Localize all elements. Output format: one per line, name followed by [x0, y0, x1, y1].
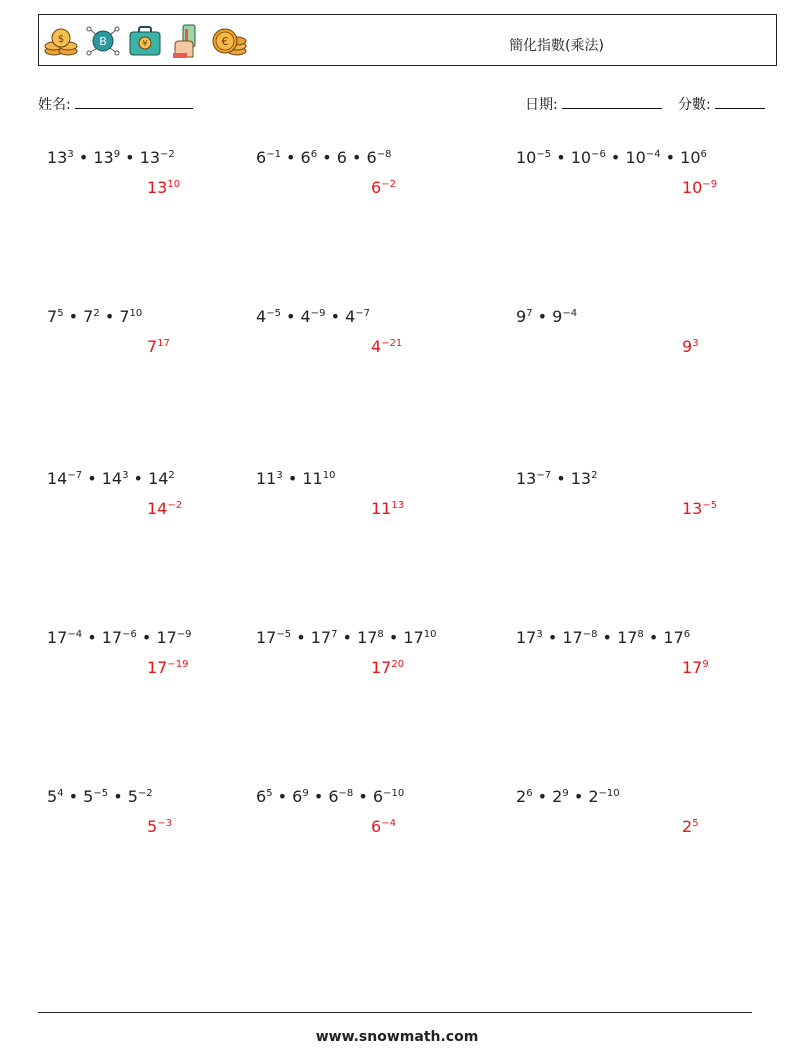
answer-term [371, 817, 396, 836]
power-base: 7 [47, 307, 58, 326]
problem-expression [516, 628, 690, 647]
power-exponent: 10 [423, 629, 437, 640]
card-payment-icon [169, 23, 205, 59]
multiply-dot: • [272, 787, 293, 806]
answer-expression [682, 658, 709, 677]
power-exponent: 6 [526, 788, 533, 799]
svg-text:$: $ [57, 34, 65, 45]
power-exponent: 8 [377, 629, 384, 640]
power-exponent: 3 [692, 338, 699, 349]
power-base: 4 [371, 337, 382, 356]
power-exponent: 10 [129, 308, 143, 319]
multiply-dot: • [568, 787, 589, 806]
power-exponent: −7 [67, 470, 83, 481]
answer-term [682, 178, 717, 197]
svg-text:¥: ¥ [142, 39, 148, 48]
power-exponent: −4 [67, 629, 83, 640]
power-base: 17 [147, 658, 168, 677]
power-base: 6 [292, 787, 303, 806]
power-base: 14 [148, 469, 169, 488]
power-base: 17 [101, 628, 123, 647]
multiply-dot: • [317, 148, 337, 167]
answer-expression [682, 817, 699, 836]
power-base: 10 [516, 148, 537, 167]
power-exponent: −10 [383, 788, 405, 799]
power-exponent: 10 [322, 470, 336, 481]
power-term [140, 148, 175, 167]
power-term [588, 787, 619, 806]
problem-expression [47, 148, 175, 167]
power-term [562, 628, 597, 647]
answer-term [147, 499, 182, 518]
power-term [357, 628, 384, 647]
power-base: 6 [372, 787, 384, 806]
name-label: 姓名: [38, 97, 71, 113]
power-exponent: 10 [167, 179, 181, 190]
power-term [625, 148, 660, 167]
power-base: 2 [552, 787, 563, 806]
power-exponent: −5 [276, 629, 292, 640]
power-exponent: −2 [167, 500, 183, 511]
power-base: 7 [147, 337, 158, 356]
power-base: 17 [403, 628, 424, 647]
power-exponent: −4 [562, 308, 578, 319]
answer-term [371, 499, 404, 518]
answer-expression [147, 499, 182, 518]
power-term [328, 787, 353, 806]
power-term [403, 628, 436, 647]
power-term [256, 469, 283, 488]
power-exponent: 3 [276, 470, 283, 481]
answer-term [371, 337, 402, 356]
multiply-dot: • [383, 628, 404, 647]
score-blank [715, 96, 765, 109]
svg-text:€: € [221, 35, 229, 48]
power-exponent: 3 [122, 470, 129, 481]
problem-expression [256, 307, 370, 326]
power-exponent: 2 [168, 470, 175, 481]
power-exponent: 3 [536, 629, 543, 640]
power-term [680, 148, 707, 167]
power-base: 9 [516, 307, 527, 326]
bitcoin-coin-icon [85, 23, 121, 59]
power-exponent: 9 [113, 149, 121, 160]
power-base: 6 [371, 178, 382, 197]
power-exponent: −7 [355, 308, 371, 319]
problem-expression [47, 469, 175, 488]
name-blank [75, 96, 193, 109]
multiply-dot: • [551, 469, 571, 488]
power-exponent: −5 [93, 788, 109, 799]
power-term [119, 307, 142, 326]
power-exponent: −2 [160, 149, 175, 160]
multiply-dot: • [120, 148, 140, 167]
power-base: 14 [147, 499, 168, 518]
power-base: 11 [302, 469, 323, 488]
power-term [102, 469, 129, 488]
date-label: 日期: [525, 97, 558, 113]
multiply-dot: • [136, 628, 157, 647]
power-base: 14 [101, 469, 123, 488]
power-base: 2 [516, 787, 527, 806]
power-base: 17 [682, 658, 703, 677]
power-exponent: 5 [57, 308, 64, 319]
answer-expression [147, 337, 170, 356]
multiply-dot: • [82, 469, 102, 488]
power-base: 17 [156, 628, 177, 647]
power-term [47, 469, 82, 488]
power-base: 10 [680, 148, 701, 167]
power-base: 13 [93, 148, 114, 167]
power-base: 17 [516, 628, 537, 647]
multiply-dot: • [63, 307, 84, 326]
coin-stack-icon [43, 23, 79, 59]
power-exponent: 2 [93, 308, 100, 319]
power-exponent: 6 [700, 149, 707, 160]
answer-expression [147, 817, 172, 836]
footer-url: www.snowmath.com [315, 1029, 479, 1045]
power-base: 11 [256, 469, 277, 488]
power-exponent: −8 [338, 788, 354, 799]
power-term [256, 787, 273, 806]
power-exponent: −5 [702, 500, 718, 511]
power-term [663, 628, 690, 647]
multiply-dot: • [82, 628, 102, 647]
power-term [552, 787, 569, 806]
power-term [516, 787, 533, 806]
answer-expression [371, 499, 404, 518]
worksheet-title: 簡化指數(乘法) [509, 38, 604, 54]
power-base: 4 [300, 307, 311, 326]
power-exponent: −10 [598, 788, 620, 799]
answer-term [682, 499, 717, 518]
problem-expression [256, 469, 335, 488]
answer-expression [147, 178, 180, 197]
power-exponent: 5 [692, 818, 699, 829]
power-base: 17 [357, 628, 378, 647]
power-term [302, 469, 335, 488]
power-term [516, 148, 551, 167]
power-exponent: −4 [381, 818, 396, 829]
money-suitcase-icon [127, 23, 163, 59]
problem-expression [516, 148, 707, 167]
power-exponent: −9 [310, 308, 326, 319]
power-term [301, 148, 318, 167]
power-term [516, 628, 543, 647]
answer-expression [371, 658, 404, 677]
power-exponent: 2 [591, 470, 598, 481]
answer-term [147, 178, 180, 197]
answer-term [147, 658, 188, 677]
power-base: 2 [588, 787, 599, 806]
answer-term [682, 658, 709, 677]
power-exponent: −2 [381, 179, 396, 190]
power-base: 17 [663, 628, 684, 647]
power-term [47, 148, 74, 167]
multiply-dot: • [291, 628, 311, 647]
power-base: 5 [147, 817, 158, 836]
power-term [256, 307, 281, 326]
multiply-dot: • [325, 307, 346, 326]
problem-expression [47, 307, 142, 326]
score-field [678, 94, 765, 114]
power-base: 6 [256, 787, 267, 806]
power-term [617, 628, 644, 647]
power-base: 17 [562, 628, 583, 647]
power-exponent: −1 [266, 149, 281, 160]
footer-divider [38, 1012, 752, 1013]
multiply-dot: • [280, 307, 301, 326]
power-base: 17 [371, 658, 392, 677]
power-base: 13 [682, 499, 703, 518]
power-term [128, 787, 153, 806]
power-base: 5 [127, 787, 138, 806]
multiply-dot: • [532, 787, 553, 806]
power-base: 13 [147, 178, 168, 197]
power-base: 17 [47, 628, 68, 647]
answer-term [682, 817, 699, 836]
answer-term [682, 337, 699, 356]
problem-expression [516, 787, 620, 806]
power-term [373, 787, 404, 806]
power-base: 6 [300, 148, 311, 167]
answer-term [147, 817, 172, 836]
power-term [47, 628, 82, 647]
power-exponent: 7 [331, 629, 338, 640]
power-exponent: −8 [582, 629, 598, 640]
multiply-dot: • [73, 148, 94, 167]
power-term [552, 307, 577, 326]
power-base: 13 [570, 469, 592, 488]
multiply-dot: • [63, 787, 84, 806]
power-exponent: 8 [637, 629, 644, 640]
answer-expression [371, 178, 396, 197]
multiply-dot: • [282, 469, 303, 488]
power-base: 6 [371, 817, 382, 836]
problem-expression [47, 787, 153, 806]
power-base: 6 [328, 787, 339, 806]
power-exponent: −5 [536, 149, 552, 160]
power-exponent: 20 [391, 659, 405, 670]
power-exponent: 3 [67, 149, 74, 160]
power-exponent: −9 [702, 179, 718, 190]
power-base: 7 [83, 307, 94, 326]
problem-expression [47, 628, 192, 647]
answer-expression [682, 178, 717, 197]
euro-coin-stack-icon [211, 23, 247, 59]
power-term [571, 469, 598, 488]
multiply-dot: • [128, 469, 149, 488]
answer-expression [147, 658, 188, 677]
power-exponent: 4 [57, 788, 64, 799]
power-exponent: −3 [157, 818, 172, 829]
power-base: 6 [366, 148, 377, 167]
multiply-dot: • [542, 628, 563, 647]
svg-text:B: B [99, 35, 107, 48]
power-exponent: 5 [266, 788, 273, 799]
power-base: 7 [119, 307, 130, 326]
problem-expression [256, 787, 404, 806]
power-exponent: −4 [645, 149, 661, 160]
power-base: 14 [47, 469, 68, 488]
power-term [156, 628, 191, 647]
answer-term [147, 337, 170, 356]
power-term [256, 628, 291, 647]
problem-expression [516, 469, 597, 488]
answer-expression [371, 337, 402, 356]
answer-expression [682, 499, 717, 518]
power-base: 2 [682, 817, 693, 836]
answer-term [371, 658, 404, 677]
power-term [311, 628, 338, 647]
power-term [345, 307, 370, 326]
power-exponent: 17 [157, 338, 170, 349]
multiply-dot: • [337, 628, 358, 647]
multiply-dot: • [605, 148, 626, 167]
power-exponent: 13 [391, 500, 405, 511]
power-exponent: 6 [683, 629, 691, 640]
power-exponent: −8 [376, 149, 392, 160]
multiply-dot: • [308, 787, 329, 806]
power-term [571, 148, 606, 167]
power-base: 5 [83, 787, 94, 806]
power-exponent: −21 [381, 338, 403, 349]
score-label: 分數: [678, 97, 711, 113]
power-base: 17 [256, 628, 277, 647]
power-exponent: 6 [310, 149, 318, 160]
power-term [83, 307, 100, 326]
power-term [301, 307, 326, 326]
answer-term [371, 178, 396, 197]
power-base: 6 [256, 148, 267, 167]
power-exponent: −7 [536, 470, 552, 481]
power-term [47, 787, 64, 806]
worksheet-header [38, 14, 777, 66]
power-base: 10 [682, 178, 703, 197]
power-exponent: 9 [702, 659, 709, 670]
power-base: 11 [371, 499, 392, 518]
multiply-dot: • [643, 628, 664, 647]
power-exponent: −2 [137, 788, 153, 799]
power-term [83, 787, 108, 806]
power-base: 17 [310, 628, 332, 647]
multiply-dot: • [280, 148, 301, 167]
power-exponent: 7 [526, 308, 533, 319]
power-base: 10 [570, 148, 592, 167]
problem-expression [256, 628, 437, 647]
multiply-dot: • [108, 787, 128, 806]
power-exponent: −19 [167, 659, 189, 670]
multiply-dot: • [99, 307, 120, 326]
power-base: 4 [256, 307, 267, 326]
power-base: 17 [617, 628, 638, 647]
date-field [525, 94, 662, 114]
power-term [148, 469, 175, 488]
power-base: 9 [552, 307, 563, 326]
power-exponent: 9 [562, 788, 569, 799]
power-term [367, 148, 392, 167]
power-term [93, 148, 120, 167]
multiply-dot: • [346, 148, 367, 167]
power-base: 4 [345, 307, 356, 326]
power-exponent: −6 [591, 149, 606, 160]
power-term [102, 628, 137, 647]
power-base: 5 [47, 787, 58, 806]
power-term [292, 787, 309, 806]
power-exponent: −6 [122, 629, 137, 640]
power-term [337, 148, 347, 167]
multiply-dot: • [353, 787, 373, 806]
power-base: 13 [47, 148, 68, 167]
answer-expression [682, 337, 699, 356]
power-term [516, 469, 551, 488]
name-field [38, 94, 193, 114]
power-term [256, 148, 281, 167]
multiply-dot: • [597, 628, 618, 647]
date-blank [562, 96, 662, 109]
problem-expression [516, 307, 577, 326]
power-exponent: −9 [176, 629, 192, 640]
power-base: 13 [516, 469, 537, 488]
problem-expression [256, 148, 391, 167]
header-icons [43, 23, 247, 59]
power-base: 6 [336, 148, 347, 167]
multiply-dot: • [660, 148, 681, 167]
power-exponent: 9 [302, 788, 309, 799]
multiply-dot: • [551, 148, 571, 167]
power-base: 13 [139, 148, 161, 167]
power-term [47, 307, 64, 326]
power-term [516, 307, 533, 326]
power-base: 10 [625, 148, 646, 167]
power-base: 9 [682, 337, 693, 356]
power-exponent: −5 [266, 308, 281, 319]
multiply-dot: • [532, 307, 553, 326]
answer-expression [371, 817, 396, 836]
